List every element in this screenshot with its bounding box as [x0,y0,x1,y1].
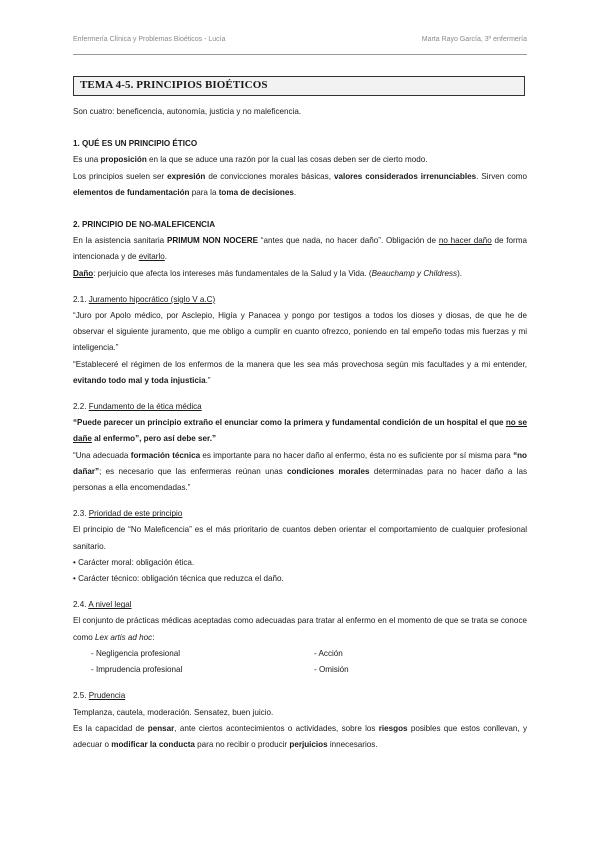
section-2-2-paragraph-2: “Una adecuada formación técnica es importante para no hacer daño al enfermo, ésta no es suficiente por sí misma para “no dañar”; es necesario que las enfermeras reúnan unas condiciones morales determinadas para no hacer daño a las personas a ella encomendadas.” [73,450,527,493]
section-2-2-paragraph-1: “Puede parecer un principio extraño el enunciar como la primera y fundamental condición de un hospital el que no se dañe al enfermo”, pero así debe ser.” [73,418,528,444]
header-left: Enfermería Clínica y Problemas Bioéticos - Lucía [73,36,226,43]
list-item: - Acción [314,648,343,658]
section-2-1-paragraph-1: “Juro por Apolo médico, por Asclepio, Higía y Panacea y pongo por testigos a todos los dioses y diosas, de que he de observar el siguiente juramento, que me obligo a cumplir en cuanto ofrezco, poniendo en tal empeño todas mis fuerzas y mi inteligencia.” [73,311,527,353]
section-2-5-heading: 2.5. Prudencia [73,691,126,701]
bullet-tecnico: • Carácter técnico: obligación técnica que reduzca el daño. [73,574,284,584]
list-item: - Imprudencia profesional [91,665,183,675]
document-body [73,104,527,753]
intro-text: Son cuatro: beneficencia, autonomía, justicia y no maleficencia. [73,107,302,116]
section-1-heading: 1. QUÉ ES UN PRINCIPIO ÉTICO [73,139,198,149]
page-header [73,36,527,43]
section-2-4-heading: 2.4. A nivel legal [73,600,132,610]
page-title: TEMA 4-5. PRINCIPIOS BIOÉTICOS [80,79,268,91]
section-2-4-paragraph-1: El conjunto de prácticas médicas aceptadas como adecuadas para tratar al enfermo en el momento de que se trata se conoce como Lex artis ad hoc: [73,616,527,642]
header-right: Marta Rayo García, 3º enfermería [421,36,527,43]
section-2-paragraph-2: Daño: perjuicio que afecta los intereses más fundamentales de la Salud y la Vida. (Beauchamp y Childress). [73,268,463,278]
section-2-1-heading: 2.1. Juramento hipocrático (siglo V a.C) [73,294,216,304]
section-2-5-paragraph-1: Templanza, cautela, moderación. Sensatez, buen juicio. [73,707,274,717]
section-2-3-paragraph-1: El principio de “No Maleficencia” es el más prioritario de cuantos deben orientar el comportamiento de cualquier profesional sanitario. [73,525,527,551]
section-2-5-paragraph-2: Es la capacidad de pensar, ante ciertos acontecimientos o actividades, sobre los riesgos posibles que estos conllevan, y adecuar o modificar la conducta para no recibir o producir perjuicios innecesarios. [73,723,527,749]
section-2-2-heading: 2.2. Fundamento de la ética médica [73,402,202,412]
section-1-paragraph-1: Es una proposición en la que se aduce una razón por la cual las cosas deben ser de cierto modo. [73,155,428,165]
list-item: - Negligencia profesional [91,648,181,658]
legal-list-row-1 [73,646,527,662]
section-2-paragraph-1: En la asistencia sanitaria PRIMUM NON NOCERE “antes que nada, no hacer daño”. Obligación de no hacer daño de forma intencionada y de evitarlo. [73,236,527,262]
section-2-3-heading: 2.3. Prioridad de este principio [73,509,183,519]
header-divider [73,54,527,55]
bullet-moral: • Carácter moral: obligación ética. [73,557,195,567]
section-1-paragraph-2: Los principios suelen ser expresión de convicciones morales básicas, valores considerados irrenunciables. Sirven como elementos de fundamentación para la toma de decisiones. [73,171,528,197]
list-item: - Omisión [314,665,349,675]
legal-list-row-2 [73,662,527,678]
section-2-heading: 2. PRINCIPIO DE NO-MALEFICENCIA [73,220,216,230]
title-box [73,76,525,96]
section-2-1-paragraph-2: “Estableceré el régimen de los enfermos de la manera que les sea más provechosa según mis facultades y a mi entender, evitando todo mal y toda injusticia.” [73,359,527,385]
